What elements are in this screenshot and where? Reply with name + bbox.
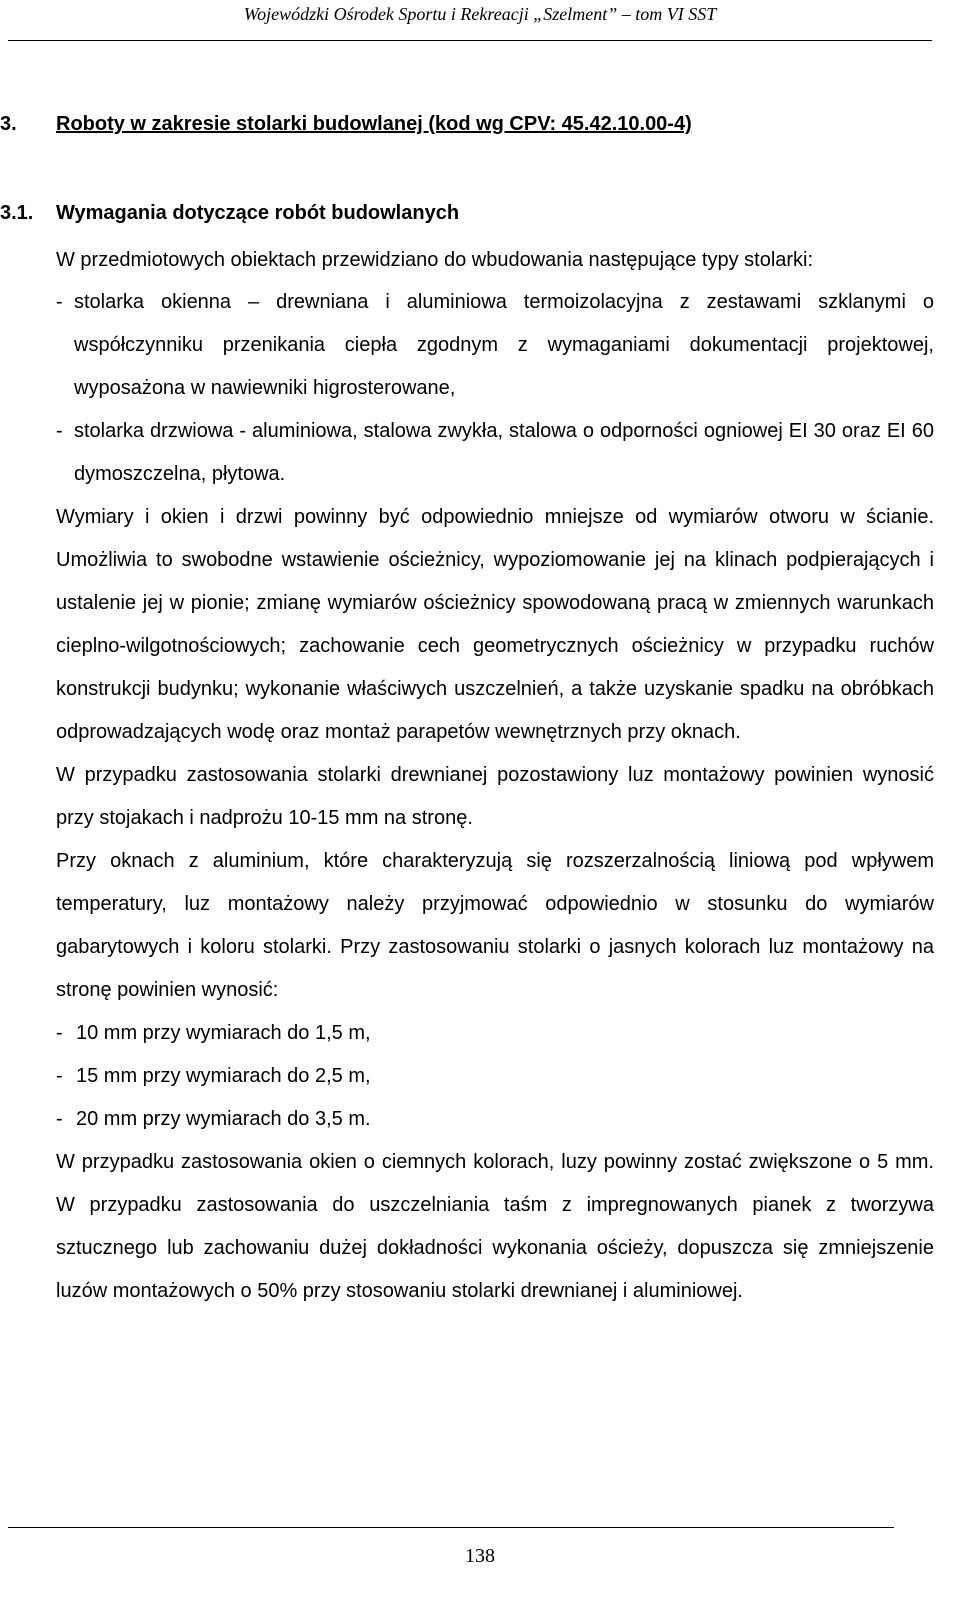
- subsection-heading: [0, 199, 459, 227]
- page-number: 138: [465, 1545, 495, 1567]
- list-dash: -: [56, 291, 63, 313]
- subsection-title: Wymagania dotyczące robót budowlanych: [56, 202, 460, 224]
- list-dash: -: [56, 1022, 63, 1044]
- list-dash: -: [56, 1065, 63, 1087]
- list-item-text: stolarka okienna – drewniana i aluminiowa termoizolacyjna z zestawami szklanymi o współczynniku przenikania ciepła zgodnym z wymaganiami dokumentacji projektowej, wyposażona w nawiewniki higrosterowane,: [74, 291, 934, 399]
- section-heading: [0, 110, 692, 138]
- clearance-list: [56, 1012, 934, 1141]
- section-number: 3.: [0, 113, 17, 135]
- list-item-text: stolarka drzwiowa - aluminiowa, stalowa zwykła, stalowa o odporności ogniowej EI 30 oraz EI 60 dymoszczelna, płytowa.: [74, 420, 934, 485]
- footer-rule: [8, 1527, 894, 1528]
- aluminium-paragraph: Przy oknach z aluminium, które charakteryzują się rozszerzalnością liniową pod wpływem temperatury, luz montażowy należy przyjmować odpowiednio w stosunku do wymiarów gabarytowych i koloru stolarki. Przy zastosowaniu stolarki o jasnych kolorach luz montażowy na stronę powinien wynosić:: [56, 850, 934, 1001]
- running-header: Wojewódzki Ośrodek Sportu i Rekreacji „Szelment” – tom VI SST: [243, 4, 717, 24]
- list-item-text: 10 mm przy wymiarach do 1,5 m,: [76, 1022, 371, 1044]
- list-item: [56, 410, 934, 496]
- intro-paragraph: W przedmiotowych obiektach przewidziano do wbudowania następujące typy stolarki:: [56, 249, 814, 271]
- header-rule: [8, 40, 932, 41]
- dimensions-paragraph: Wymiary i okien i drzwi powinny być odpowiednio mniejsze od wymiarów otworu w ścianie. Umożliwia to swobodne wstawienie ościeżnicy, wypoziomowanie jej na klinach podpierających i ustalenie jej w pionie; zmianę wymiarów ościeżnicy spowodowaną pracą w zmiennych warunkach cieplno-wilgotnościowych; zachowanie cech geometrycznych ościeżnicy w przypadku ruchów konstrukcji budynku; wykonanie właściwych uszczelnień, a także uzyskanie spadku na obróbkach odprowadzających wodę oraz montaż parapetów wewnętrznych przy oknach.: [56, 506, 934, 743]
- list-item: [56, 1012, 934, 1055]
- list-item: [56, 1098, 934, 1141]
- body-text: [56, 239, 934, 1313]
- dark-colours-paragraph: W przypadku zastosowania okien o ciemnych kolorach, luzy powinny zostać zwiększone o 5 mm. W przypadku zastosowania do uszczelniania taśm z impregnowanych pianek z tworzywa sztucznego lub zachowaniu dużej dokładności wykonania ościeży, dopuszcza się zmniejszenie luzów montażowych o 50% przy stosowaniu stolarki drewnianej i aluminiowej.: [56, 1151, 934, 1302]
- list-item-text: 15 mm przy wymiarach do 2,5 m,: [76, 1065, 371, 1087]
- list-dash: -: [56, 1108, 63, 1130]
- wood-clearance-paragraph: W przypadku zastosowania stolarki drewnianej pozostawiony luz montażowy powinien wynosić przy stojakach i nadprożu 10-15 mm na stronę.: [56, 764, 934, 829]
- list-item-text: 20 mm przy wymiarach do 3,5 m.: [76, 1108, 371, 1130]
- section-title: Roboty w zakresie stolarki budowlanej (kod wg CPV: 45.42.10.00-4): [56, 113, 692, 135]
- list-item: [56, 1055, 934, 1098]
- joinery-types-list: [56, 281, 934, 496]
- list-item: [56, 281, 934, 410]
- list-dash: -: [56, 420, 63, 442]
- subsection-number: 3.1.: [0, 202, 34, 224]
